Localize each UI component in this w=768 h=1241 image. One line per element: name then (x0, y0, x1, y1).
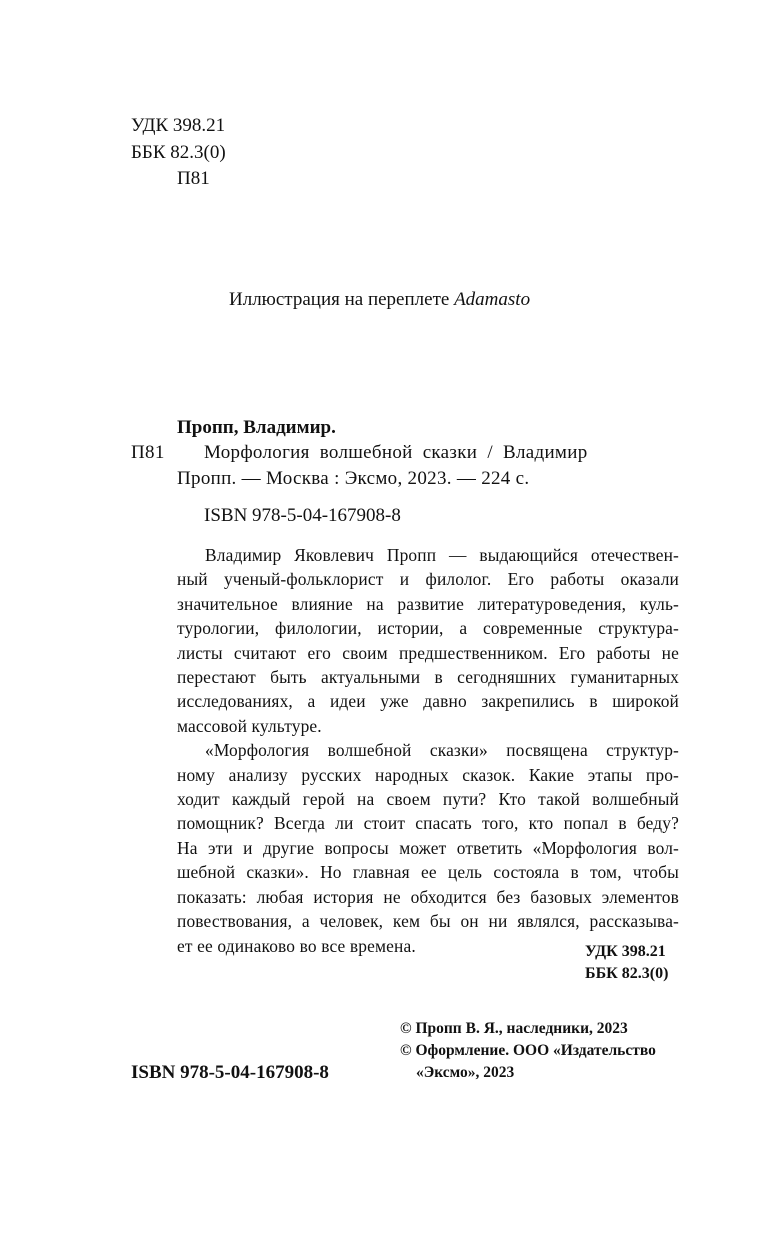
annotation-line: шебной сказки». Но главная ее цель состояла в том, чтобы (177, 862, 679, 883)
annotation-line: «Морфология волшебной сказки» посвящена структур- (205, 740, 679, 761)
annotation-line: ному анализу русских народных сказок. Какие этапы про- (177, 764, 679, 785)
annotation-line: значительное влияние на развитие литературоведения, куль- (177, 593, 679, 614)
annotation (177, 543, 679, 958)
annotation-line: На эти и другие вопросы может ответить «Морфология вол- (177, 837, 679, 858)
copyright-design: © Оформление. ООО «Издательство (400, 1042, 656, 1059)
bbk-index: ББК 82.3(0) (131, 142, 226, 163)
annotation-line: Владимир Яковлевич Пропп — выдающийся отечествен- (205, 545, 679, 565)
copyright-publisher: «Эксмо», 2023 (416, 1064, 515, 1081)
annotation-line: перестают быть актуальными в сегодняшних гуманитарных (177, 667, 679, 688)
annotation-line: массовой культуре. (177, 715, 322, 736)
annotation-line: помощник? Всегда ли стоит спасать того, кто попал в беду? (177, 813, 679, 834)
catalog-publication-line: Пропп. — Москва : Эксмо, 2023. — 224 с. (177, 468, 530, 489)
annotation-line: турологии, филологии, истории, а современные структура- (177, 618, 679, 639)
footer-bbk: ББК 82.3(0) (585, 965, 669, 982)
copyright-author: © Пропп В. Я., наследники, 2023 (400, 1020, 628, 1037)
isbn-bottom: ISBN 978-5-04-167908-8 (131, 1062, 329, 1083)
annotation-line: ет ее одинаково во все времена. (177, 935, 416, 956)
annotation-line: ходит каждый герой на своем пути? Кто такой волшебный (177, 789, 679, 810)
annotation-paragraph-1 (177, 543, 679, 738)
annotation-line: повествования, а человек, кем бы он ни являлся, рассказыва- (177, 911, 679, 932)
annotation-line: листы считают его своим предшественником. Его работы не (177, 642, 679, 663)
annotation-paragraph-2 (177, 738, 679, 958)
catalog-title-line: Морфология волшебной сказки / Владимир (204, 442, 588, 463)
author-mark: П81 (177, 168, 210, 189)
annotation-line: показать: любая история не обходится без базовых элементов (177, 886, 679, 907)
illustration-credit (229, 287, 530, 313)
catalog-isbn: ISBN 978-5-04-167908-8 (204, 505, 401, 526)
illustration-prefix: Иллюстрация на переплете (229, 289, 450, 310)
annotation-line: исследованиях, а идеи уже давно закрепились в широкой (177, 691, 679, 712)
catalog-author: Пропп, Владимир. (177, 417, 336, 438)
annotation-line: ный ученый-фольклорист и филолог. Его работы оказали (177, 569, 679, 590)
footer-udk: УДК 398.21 (585, 943, 666, 960)
illustration-artist: Adamasto (454, 289, 531, 310)
udk-index: УДК 398.21 (131, 115, 226, 136)
catalog-mark: П81 (131, 442, 165, 463)
